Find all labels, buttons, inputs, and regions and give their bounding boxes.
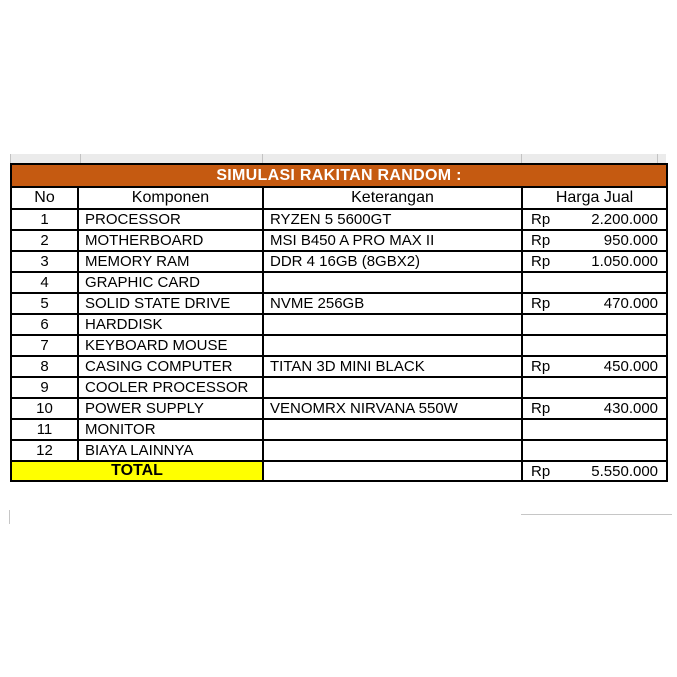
price-cell[interactable] (522, 251, 667, 272)
description-cell[interactable]: VENOMRX NIRVANA 550W (263, 398, 522, 419)
description-cell[interactable]: DDR 4 16GB (8GBX2) (263, 251, 522, 272)
price-cell[interactable] (522, 209, 667, 230)
row-number-cell[interactable]: 2 (11, 230, 78, 251)
currency-label: Rp (531, 358, 551, 375)
price-value: 430.000 (603, 400, 659, 417)
gridline-tick (10, 154, 11, 163)
currency-label: Rp (531, 462, 551, 480)
sheet-gridline-strip (10, 154, 666, 163)
price-cell[interactable] (522, 293, 667, 314)
price-value: 2.200.000 (591, 211, 659, 228)
price-cell[interactable] (522, 356, 667, 377)
component-cell[interactable]: BIAYA LAINNYA (78, 440, 263, 461)
component-cell[interactable]: GRAPHIC CARD (78, 272, 263, 293)
gridline-tick (80, 154, 81, 163)
row-number-cell[interactable]: 9 (11, 377, 78, 398)
price-cell[interactable] (522, 230, 667, 251)
simulation-table (10, 163, 668, 482)
table-row (11, 398, 667, 419)
table-row (11, 356, 667, 377)
component-cell[interactable]: MONITOR (78, 419, 263, 440)
currency-label: Rp (531, 295, 551, 312)
table-row (11, 419, 667, 440)
currency-label: Rp (531, 232, 551, 249)
table-row (11, 272, 667, 293)
price-cell[interactable] (522, 314, 667, 335)
description-cell[interactable] (263, 272, 522, 293)
table-title-cell[interactable]: SIMULASI RAKITAN RANDOM : (11, 164, 667, 187)
table-row (11, 293, 667, 314)
table-row (11, 251, 667, 272)
price-cell[interactable] (522, 398, 667, 419)
table-row (11, 314, 667, 335)
gridline-tick (9, 510, 10, 524)
total-description-cell[interactable] (263, 461, 522, 481)
table-row (11, 209, 667, 230)
total-label-cell[interactable]: TOTAL (11, 461, 263, 481)
price-value: 1.050.000 (591, 253, 659, 270)
row-number-cell[interactable]: 4 (11, 272, 78, 293)
component-cell[interactable]: PROCESSOR (78, 209, 263, 230)
price-cell[interactable] (522, 272, 667, 293)
description-cell[interactable]: NVME 256GB (263, 293, 522, 314)
description-cell[interactable] (263, 314, 522, 335)
price-cell[interactable] (522, 377, 667, 398)
description-cell[interactable] (263, 440, 522, 461)
description-cell[interactable]: MSI B450 A PRO MAX II (263, 230, 522, 251)
gridline-tick (262, 154, 263, 163)
price-cell[interactable] (522, 419, 667, 440)
component-cell[interactable]: POWER SUPPLY (78, 398, 263, 419)
table-row (11, 440, 667, 461)
row-number-cell[interactable]: 11 (11, 419, 78, 440)
component-cell[interactable]: COOLER PROCESSOR (78, 377, 263, 398)
gridline-tick (657, 154, 658, 163)
price-value: 950.000 (603, 232, 659, 249)
description-cell[interactable] (263, 335, 522, 356)
component-cell[interactable]: CASING COMPUTER (78, 356, 263, 377)
row-number-cell[interactable]: 5 (11, 293, 78, 314)
total-price-value: 5.550.000 (591, 462, 659, 480)
row-number-cell[interactable]: 7 (11, 335, 78, 356)
column-header-keterangan[interactable]: Keterangan (263, 187, 522, 209)
component-cell[interactable]: KEYBOARD MOUSE (78, 335, 263, 356)
gridline-tick (521, 514, 672, 515)
row-number-cell[interactable]: 8 (11, 356, 78, 377)
component-cell[interactable]: SOLID STATE DRIVE (78, 293, 263, 314)
table-row (11, 335, 667, 356)
column-header-no[interactable]: No (11, 187, 78, 209)
total-row (11, 461, 667, 481)
component-cell[interactable]: HARDDISK (78, 314, 263, 335)
table-row (11, 377, 667, 398)
price-value: 470.000 (603, 295, 659, 312)
row-number-cell[interactable]: 3 (11, 251, 78, 272)
currency-label: Rp (531, 253, 551, 270)
table-row (11, 230, 667, 251)
row-number-cell[interactable]: 6 (11, 314, 78, 335)
column-header-harga-jual[interactable]: Harga Jual (522, 187, 667, 209)
gridline-tick (521, 154, 522, 163)
row-number-cell[interactable]: 1 (11, 209, 78, 230)
currency-label: Rp (531, 211, 551, 228)
price-cell[interactable] (522, 440, 667, 461)
description-cell[interactable]: TITAN 3D MINI BLACK (263, 356, 522, 377)
description-cell[interactable]: RYZEN 5 5600GT (263, 209, 522, 230)
description-cell[interactable] (263, 377, 522, 398)
column-header-komponen[interactable]: Komponen (78, 187, 263, 209)
row-number-cell[interactable]: 12 (11, 440, 78, 461)
row-number-cell[interactable]: 10 (11, 398, 78, 419)
currency-label: Rp (531, 400, 551, 417)
price-cell[interactable] (522, 335, 667, 356)
total-price-cell[interactable] (522, 461, 667, 481)
component-cell[interactable]: MEMORY RAM (78, 251, 263, 272)
price-value: 450.000 (603, 358, 659, 375)
description-cell[interactable] (263, 419, 522, 440)
component-cell[interactable]: MOTHERBOARD (78, 230, 263, 251)
